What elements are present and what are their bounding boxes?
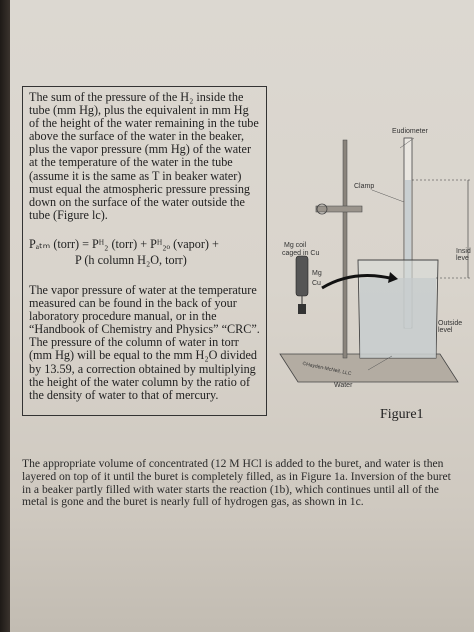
box-paragraph-1: The sum of the pressure of the H₂ inside the tube (mm Hg), plus the equivalent in mm Hg of the height of the water remaining in the tube above the surface of the water in the beaker, plus the vapor pressure (mm Hg) of the water at the temperature of the water in the tube (assume it is the same as T in beaker water) must equal the atmospheric pressure pressing down on the surface of the water outside the tube (Figure lc). [29, 90, 259, 222]
clamp-leader [372, 190, 404, 202]
cu-cage-end [298, 304, 306, 314]
inside-level-label: Insid leve [456, 248, 471, 262]
cu-label: Cu [312, 280, 321, 287]
mg-label: Mg [312, 270, 322, 277]
publisher-credit: ©Hayden-McNeil, LLC [301, 360, 352, 378]
clamp [316, 206, 362, 212]
procedure-paragraph: The appropriate volume of concentrated (12 M HCl is added to the buret, and water is then layered on top of it until the buret is completely filled, as in Figure 1a. Inversion of the buret in a beaker partly filled with water starts the reaction (1b), which continues until all of the metal is gone and the buret is nearly full of hydrogen gas, as shown in 1c. [22, 457, 451, 509]
equation-line-2: P (h column H₂O, torr) [75, 252, 187, 267]
clamp-label: Clamp [354, 183, 375, 190]
page-shadow [0, 0, 10, 632]
pressure-equation [29, 236, 260, 268]
water-label: Water [334, 382, 353, 389]
equation-line-1: Pₐₜₘ (torr) = Pᴴ₂ (torr) + Pᴴ₂ₒ (vapor) + [29, 236, 219, 251]
box-paragraph-2: The vapor pressure of water at the temperature measured can be found in the back of your laboratory procedure manual, or in the “Handbook of Chemistry and Physics” “CRC”. The pressure of the column of water in torr (mm Hg) will be equal to the mm H₂O divided by 13.59, a correction obtained by multiplying the height of the water column by the ratio of the density of water to that of mercury. [29, 282, 260, 402]
outside-level-label: Outside level [438, 320, 463, 334]
figure-caption: Figure1 [380, 407, 424, 422]
beaker-water [360, 278, 436, 358]
apparatus-drawing [272, 120, 474, 450]
mg-coil [296, 256, 308, 296]
eudiometer-label: Eudiometer [392, 128, 428, 135]
mg-coil-label: Mg coil [284, 242, 307, 249]
explanation-box [22, 86, 267, 416]
stand-rod [343, 140, 347, 358]
eudiometer-figure [272, 120, 474, 450]
caged-label: caged in Cu [282, 250, 320, 257]
